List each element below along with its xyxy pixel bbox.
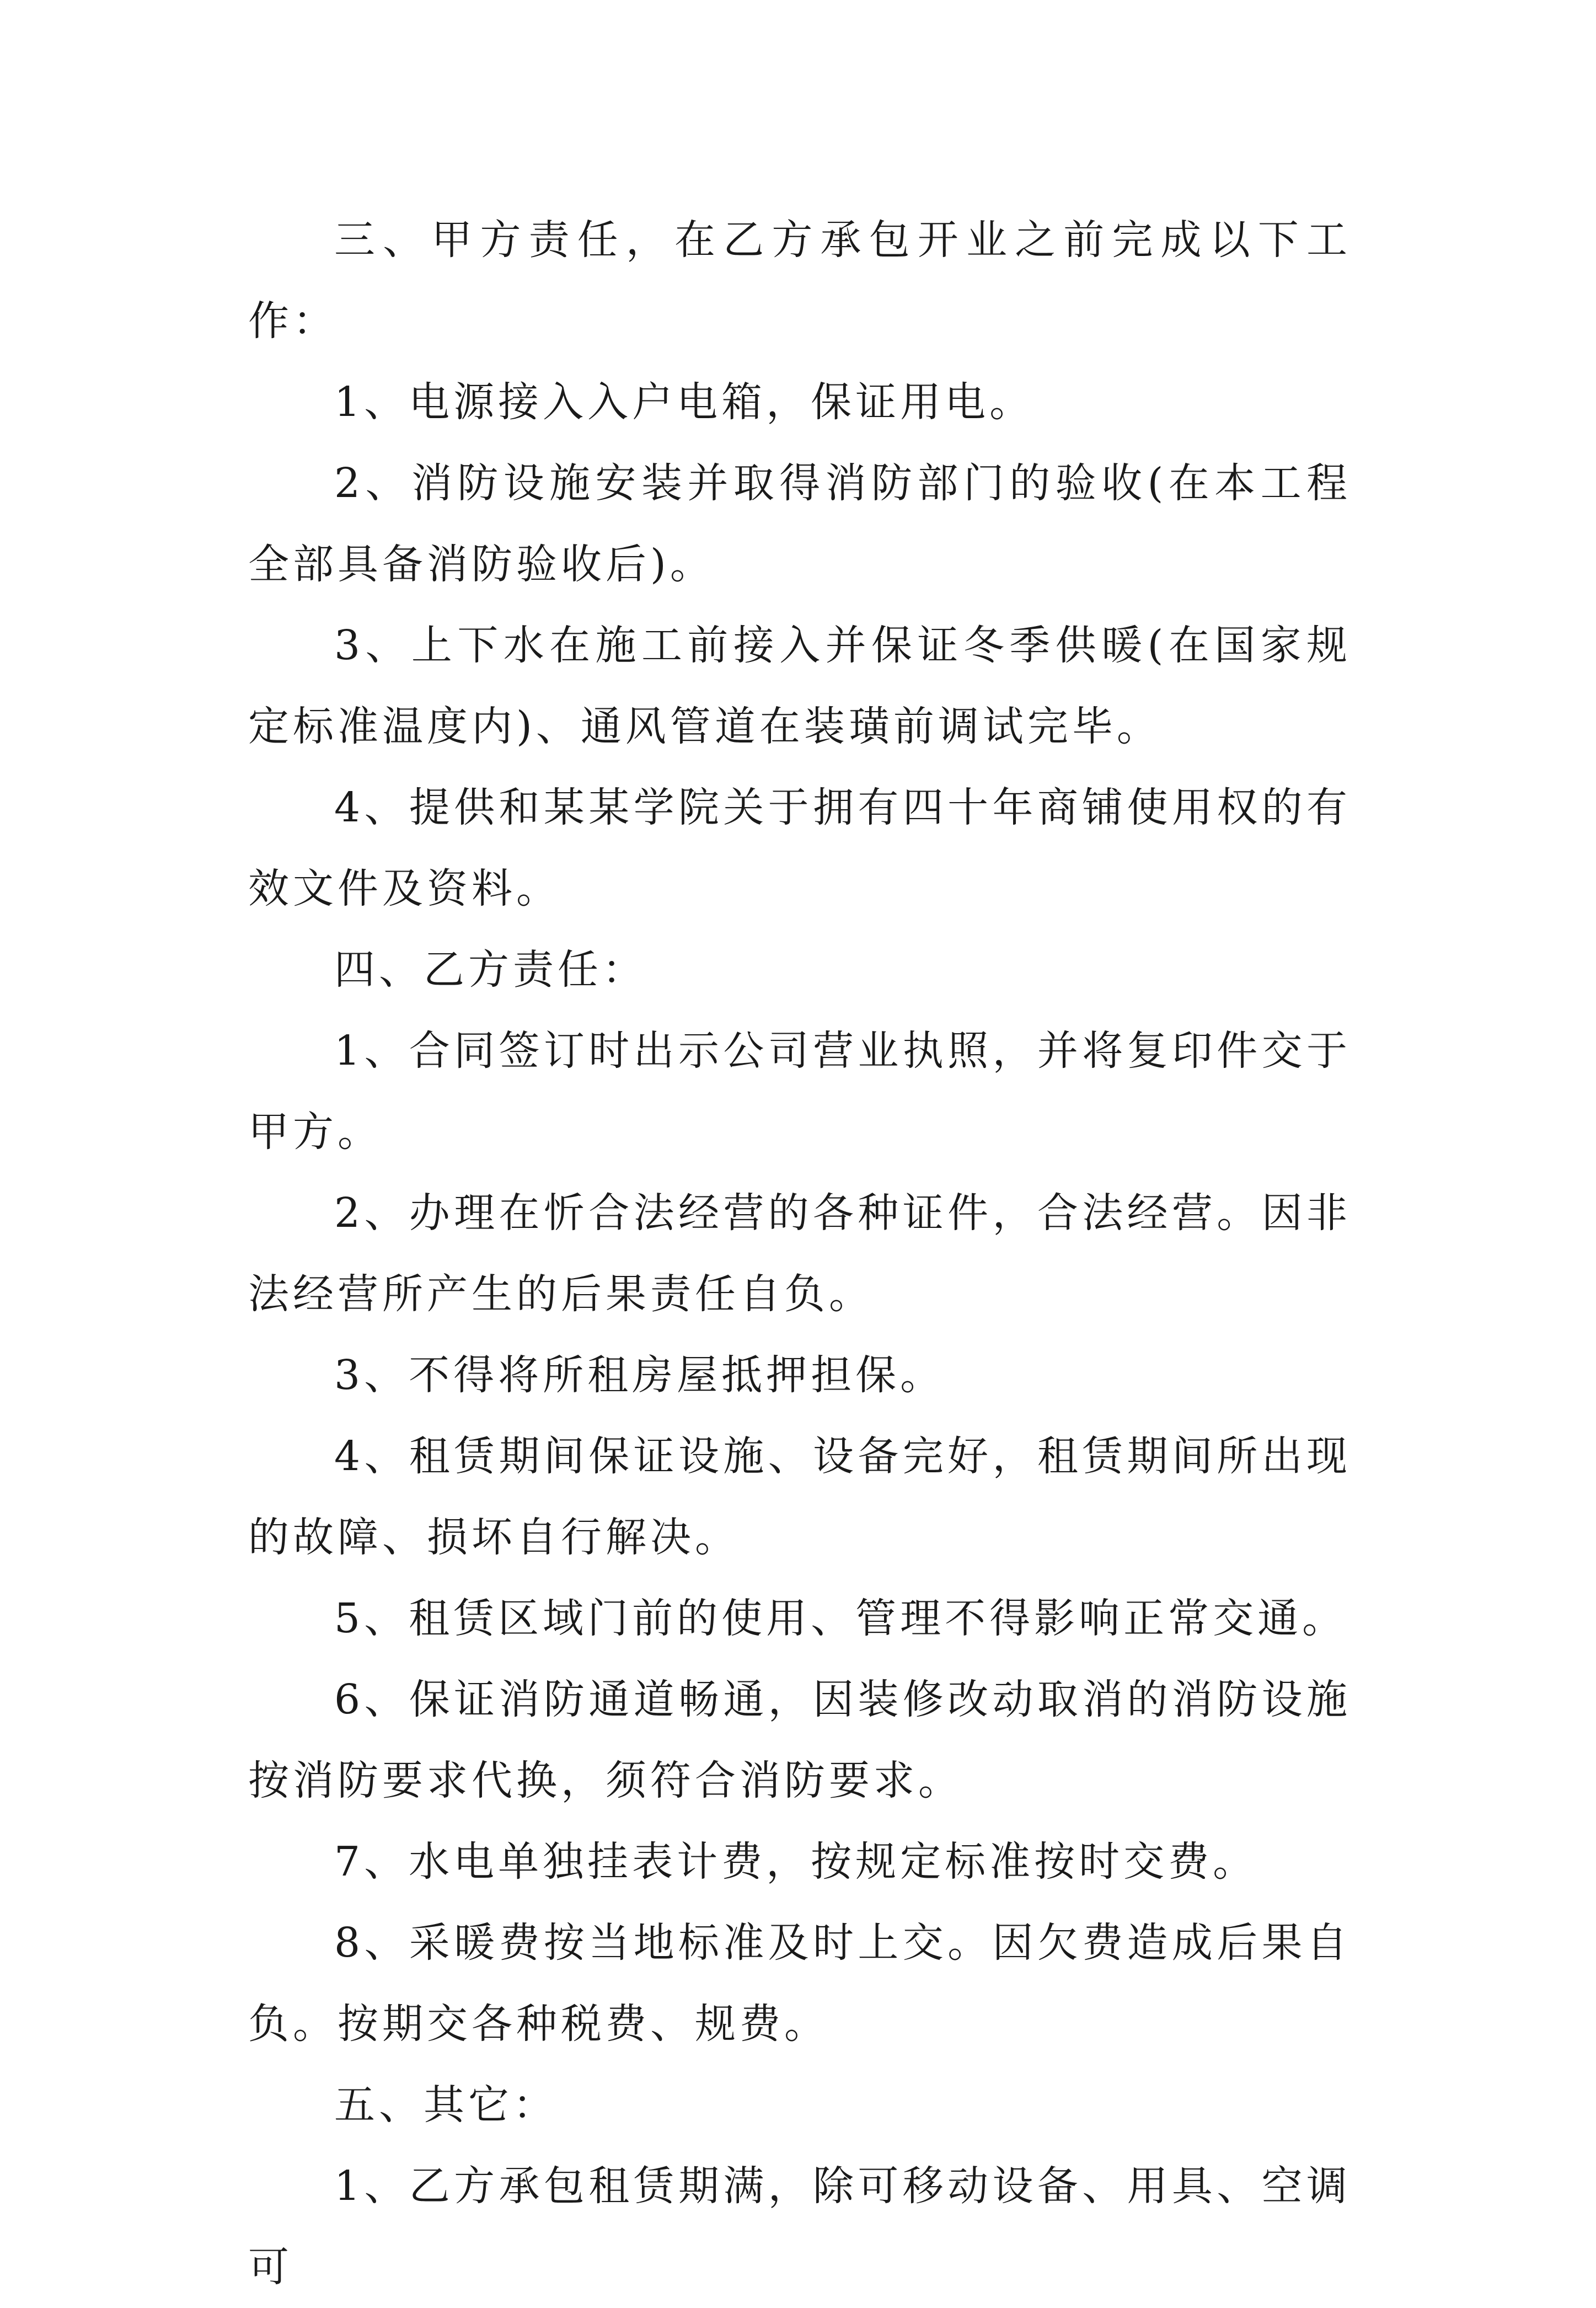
clause-b-1: 1、合同签订时出示公司营业执照，并将复印件交于甲方。	[248, 1027, 1351, 1156]
clause-b-2: 2、办理在忻合法经营的各种证件，合法经营。因非法经营所产生的后果责任自负。	[248, 1189, 1351, 1318]
clause-b-8: 8、采暖费按当地标准及时上交。因欠费造成后果自负。按期交各种税费、规费。	[248, 1919, 1351, 2048]
section-heading-party-a: 三、甲方责任，在乙方承包开业之前完成以下工作：	[248, 216, 1351, 345]
clause-b-3: 3、不得将所租房屋抵押担保。	[334, 1351, 945, 1399]
clause-b-6: 6、保证消防通道畅通，因装修改动取消的消防设施按消防要求代换，须符合消防要求。	[248, 1676, 1351, 1804]
clause-b-7: 7、水电单独挂表计费，按规定标准按时交费。	[334, 1838, 1258, 1885]
clause-b-4: 4、租赁期间保证设施、设备完好，租赁期间所出现的故障、损坏自行解决。	[248, 1433, 1351, 1561]
clause-a-1: 1、电源接入入户电箱，保证用电。	[334, 378, 1035, 426]
document-body	[248, 200, 1351, 2308]
clause-a-2: 2、消防设施安装并取得消防部门的验收(在本工程全部具备消防验收后)。	[248, 460, 1351, 588]
section-heading-other: 五、其它：	[334, 2081, 558, 2129]
clause-a-4: 4、提供和某某学院关于拥有四十年商铺使用权的有效文件及资料。	[248, 784, 1351, 912]
section-heading-party-b: 四、乙方责任：	[334, 946, 647, 993]
clause-b-5: 5、租赁区域门前的使用、管理不得影响正常交通。	[334, 1595, 1347, 1642]
clause-a-3: 3、上下水在施工前接入并保证冬季供暖(在国家规定标准温度内)、通风管道在装璜前调试完毕。	[248, 622, 1351, 750]
clause-other-1: 1、乙方承包租赁期满，除可移动设备、用具、空调可	[248, 2162, 1351, 2291]
